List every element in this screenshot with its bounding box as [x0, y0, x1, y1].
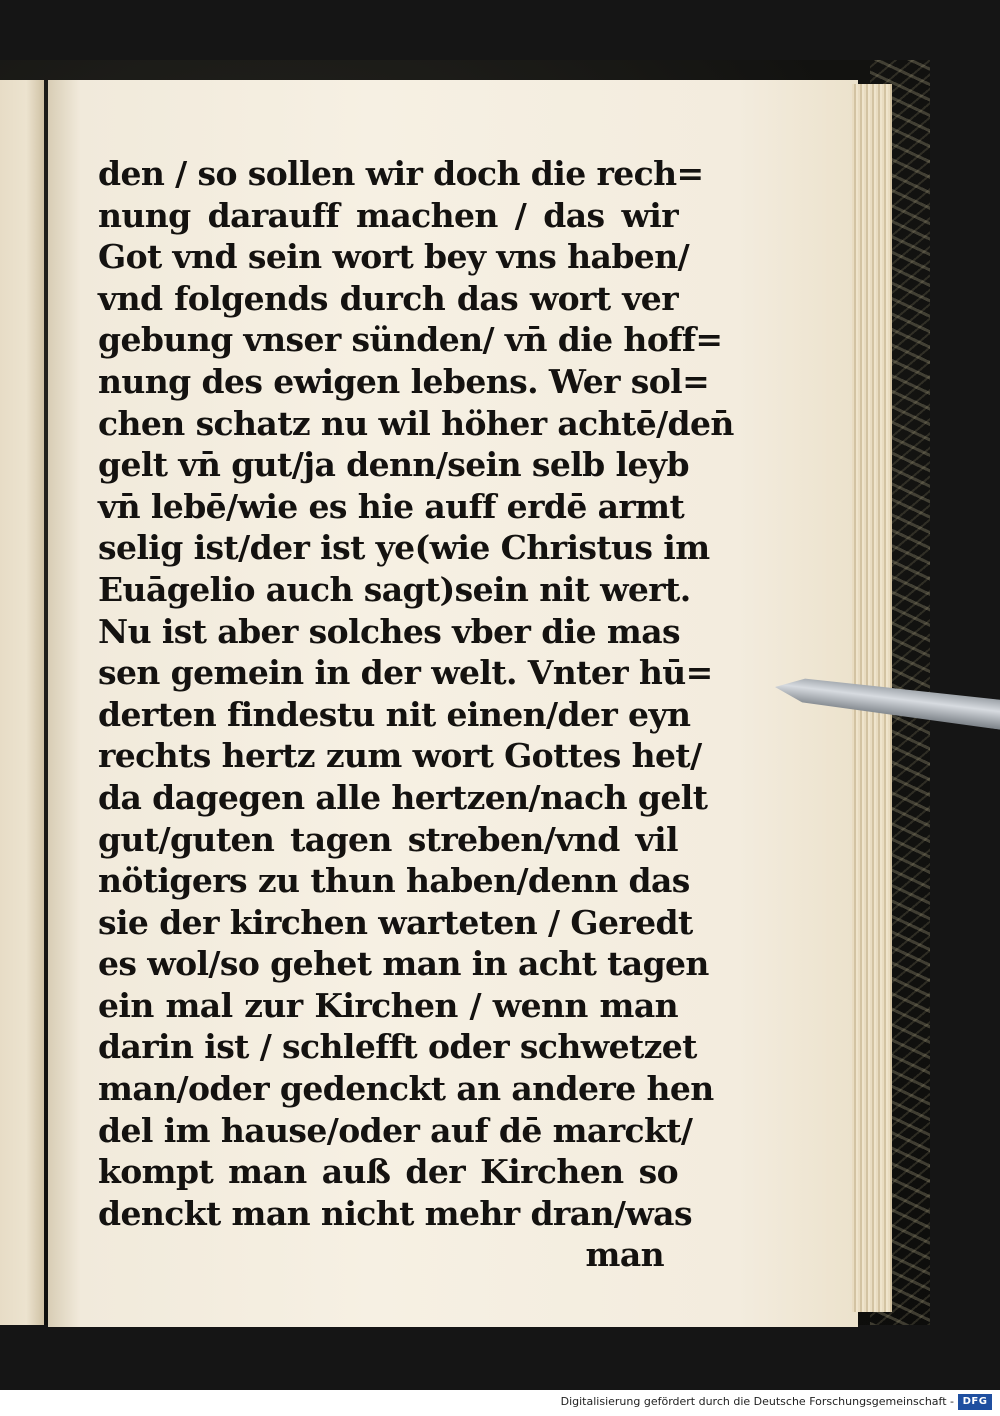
text-line: chen schatz nu wil höher achtē/den̄: [98, 403, 734, 443]
text-line: derten findestu nit einen/der eyn: [98, 694, 691, 734]
footer-credit: Digitalisierung gefördert durch die Deutsche Forschungsgemeinschaft -: [560, 1395, 954, 1408]
dfg-logo-icon: DFG: [958, 1394, 992, 1410]
text-line: gelt vn̄ gut/ja denn/sein selb leyb: [98, 445, 689, 485]
text-line: da dagegen alle hertzen/nach gelt: [98, 777, 708, 817]
text-line: darin ist / schlefft oder schwetzet: [98, 1027, 697, 1067]
text-line: del im hause/oder auf dē marckt/: [98, 1110, 693, 1150]
text-line: vnd folgends durch das wort ver: [98, 278, 678, 318]
text-line: den / so sollen wir doch die rech=: [98, 154, 704, 193]
left-page-edge: [0, 80, 44, 1325]
text-line: man/oder gedenckt an andere hen: [98, 1069, 714, 1109]
catchword: man: [585, 1235, 664, 1275]
text-line: rechts hertz zum wort Gottes het/: [98, 736, 702, 776]
text-line: sen gemein in der welt. Vnter hū=: [98, 653, 713, 693]
text-line: kompt man auß der Kirchen so: [98, 1152, 678, 1192]
text-line: nung des ewigen lebens. Wer sol=: [98, 361, 710, 401]
text-line: Got vnd sein wort bey vns haben/: [98, 237, 690, 277]
text-line: gebung vnser sünden/ vn̄ die hoff=: [98, 320, 723, 360]
text-line: Nu ist aber solches vber die mas: [98, 611, 680, 651]
text-line: selig ist/der ist ye(wie Christus im: [98, 528, 710, 568]
text-line: ein mal zur Kirchen / wenn man: [98, 985, 678, 1025]
text-line: Euāgelio auch sagt)sein nit wert.: [98, 569, 691, 609]
text-block: [98, 153, 734, 1276]
text-line: nötigers zu thun haben/denn das: [98, 861, 690, 901]
text-line: nung darauff machen / das wir: [98, 195, 678, 235]
text-line: es wol/so gehet man in acht tagen: [98, 944, 709, 984]
text-line: vn̄ lebē/wie es hie auff erdē armt: [98, 486, 685, 526]
text-line: denckt man nicht mehr dran/was: [98, 1193, 692, 1233]
text-line: sie der kirchen warteten / Geredt: [98, 902, 693, 942]
text-line: gut/guten tagen streben/vnd vil: [98, 819, 678, 859]
footer-bar: [0, 1390, 1000, 1416]
